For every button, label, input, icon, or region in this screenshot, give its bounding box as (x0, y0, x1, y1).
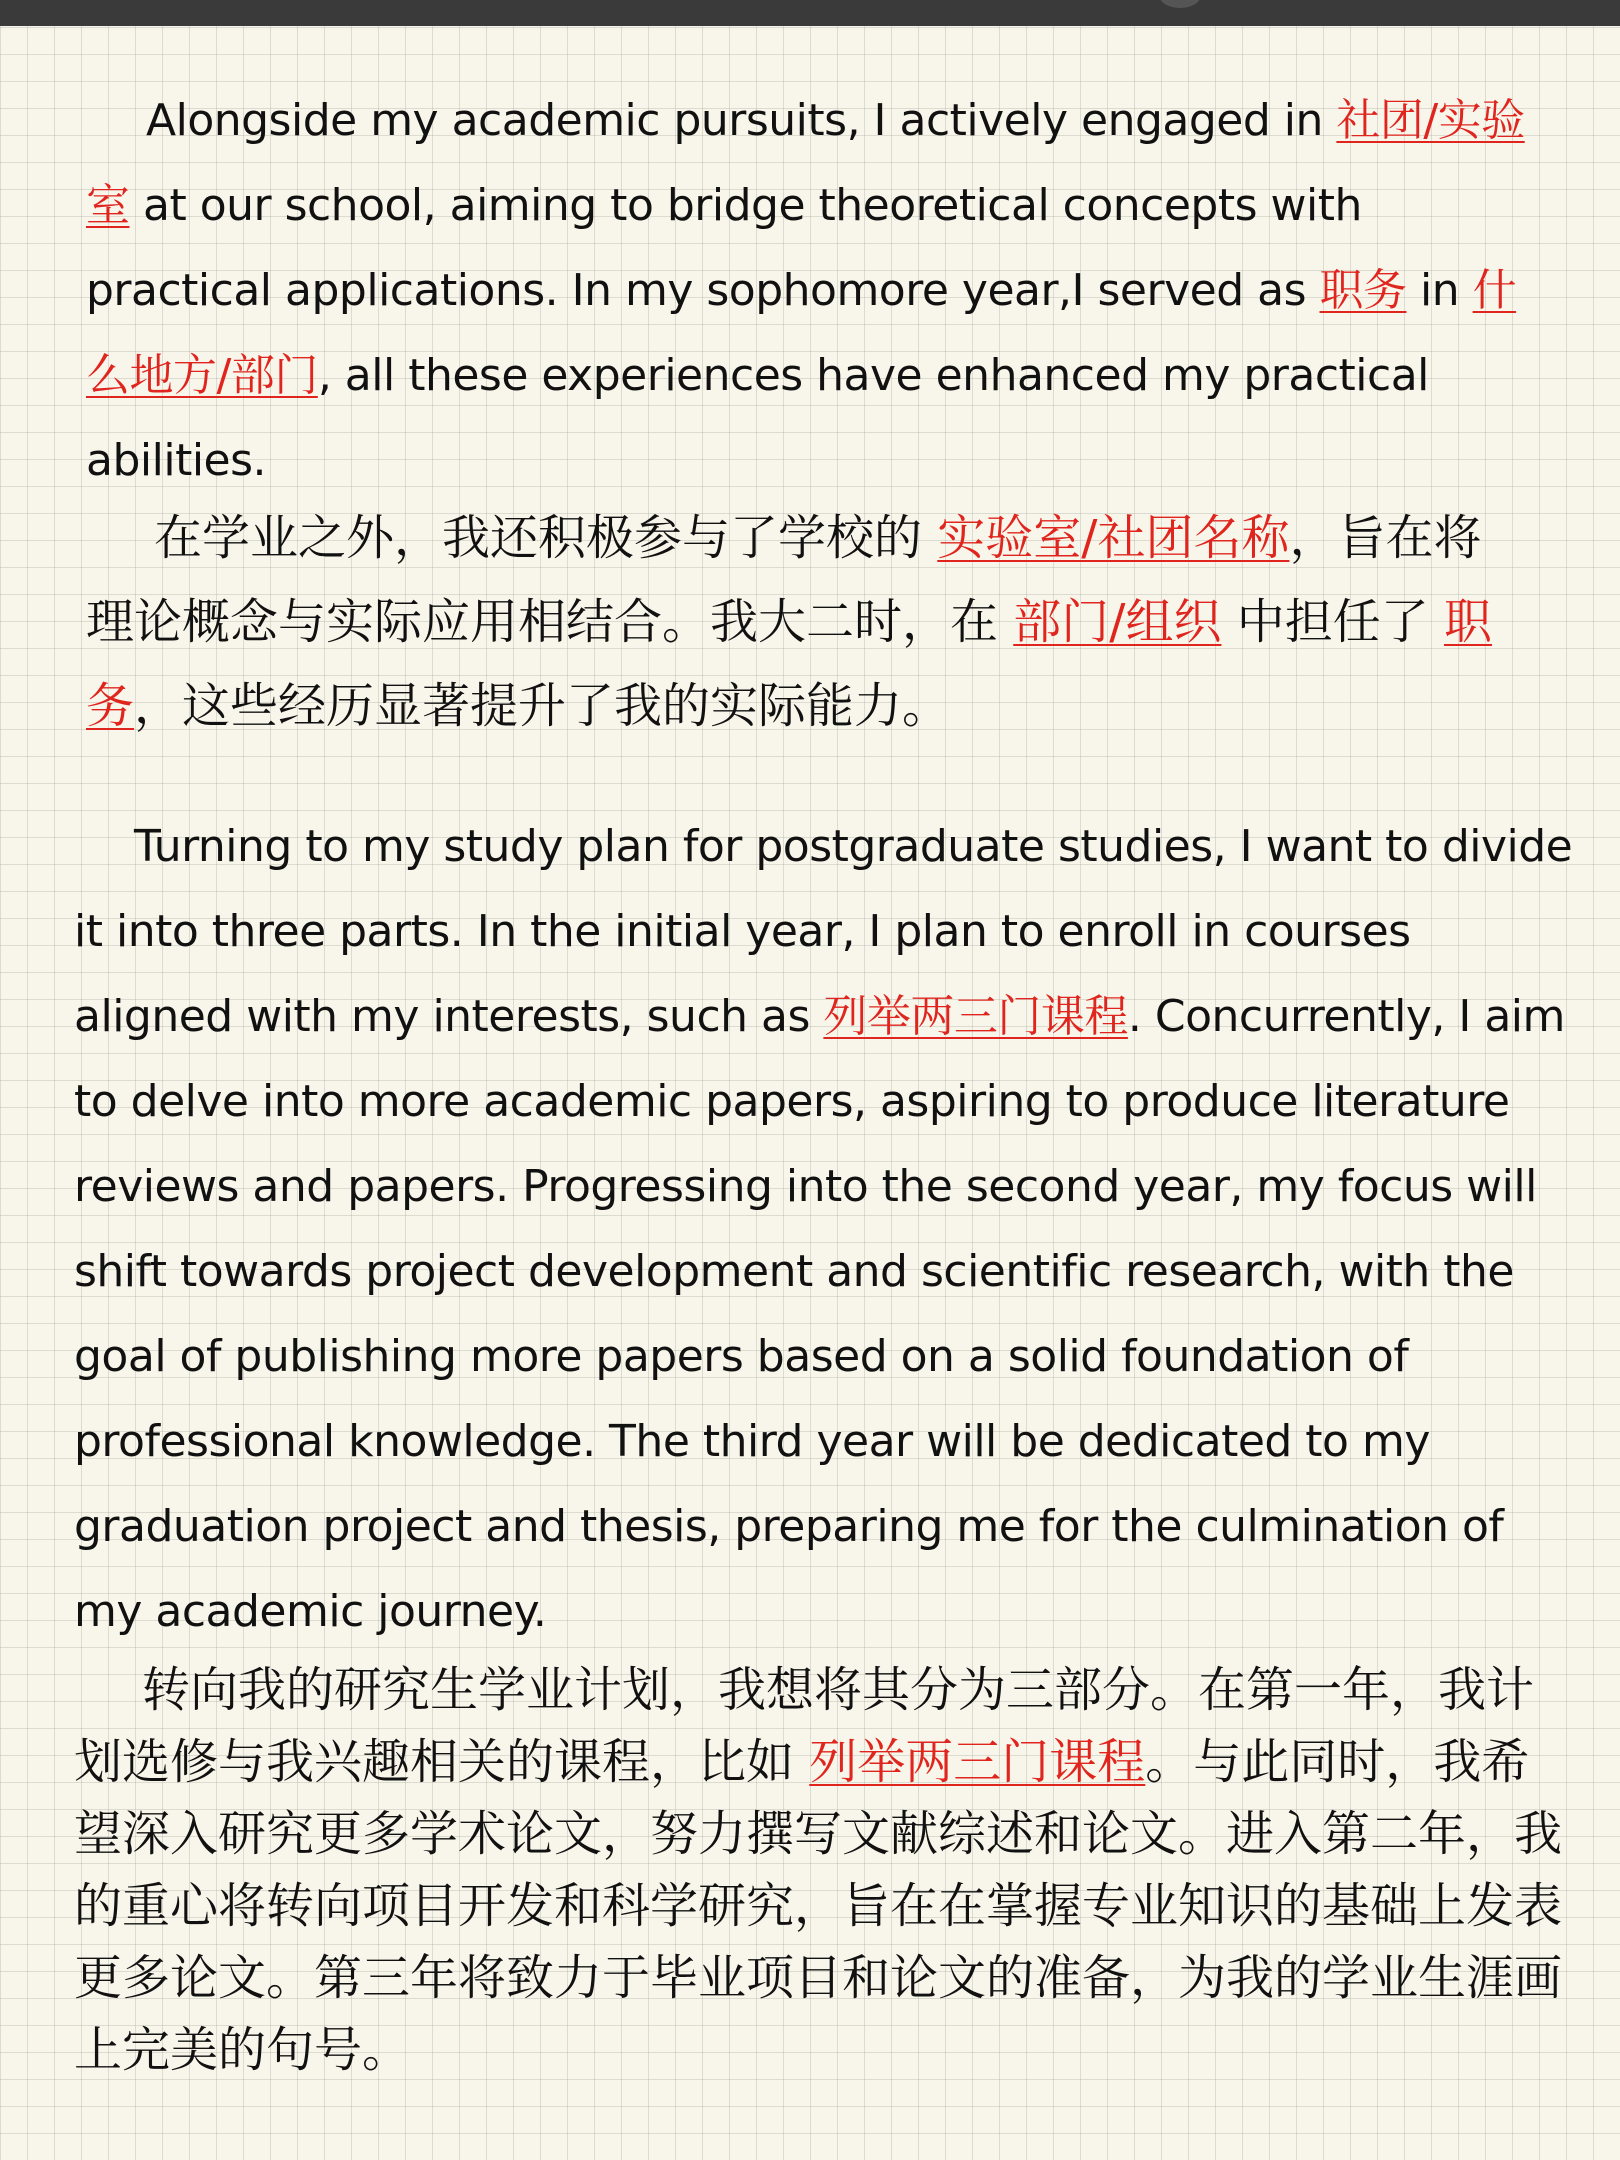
paragraph-english-activities (86, 78, 1526, 503)
text-segment: . Concurrently, I aim to delve into more academic papers, aspiring to produce literature reviews and papers. Progressing into the second year, my focus will shift towards project development and scientific research, with the goal of publishing more papers based on a solid foundation of professional knowledge. The third year will be dedicated to my graduation project and thesis, preparing me for the culmination of my academic journey. (74, 991, 1565, 1637)
placeholder-club-lab: 社团/实验室 (86, 95, 1525, 231)
top-bar-handle (1160, 0, 1200, 8)
text-segment: 。与此同时，我希望深入研究更多学术论文，努力撰写文献综述和论文。进入第二年，我的重心将转向项目开发和科学研究，旨在在掌握专业知识的基础上发表更多论文。第三年将致力于毕业项目和论文的准备，为我的学业生涯画上完美的句号。 (74, 1734, 1563, 2078)
window-top-bar (0, 0, 1620, 26)
text-segment: at our school, aiming to bridge theoretical concepts with practical applications. In my sophomore year,I served as (86, 180, 1362, 316)
text-segment: , all these experiences have enhanced my practical abilities. (86, 350, 1429, 486)
placeholder-department: 什么地方/部门 (86, 265, 1517, 401)
placeholder-department-organization: 部门/组织 (1013, 594, 1222, 650)
text-segment: 中担任了 (1221, 594, 1444, 650)
placeholder-position: 职务 (1319, 265, 1407, 316)
placeholder-courses: 列举两三门课程 (823, 991, 1128, 1042)
placeholder-lab-club-name: 实验室/社团名称 (937, 510, 1290, 566)
paragraph-chinese-study-plan (74, 1654, 1564, 2086)
placeholder-courses: 列举两三门课程 (809, 1734, 1146, 1790)
text-segment: 转向我的研究生学业计划，我想将其分为三部分。在第一年，我计划选修与我兴趣相关的课程，比如 (74, 1662, 1535, 1790)
paragraph-chinese-activities (86, 496, 1526, 748)
text-segment: in (1406, 265, 1473, 316)
paragraph-english-study-plan (74, 804, 1574, 1654)
placeholder-position: 职务 (86, 594, 1492, 734)
text-segment: Alongside my academic pursuits, I actively engaged in (146, 95, 1337, 146)
text-segment: Turning to my study plan for postgraduate studies, I want to divide it into three parts. In the initial year, I plan to enroll in courses aligned with my interests, such as (74, 821, 1573, 1042)
text-segment: ，这些经历显著提升了我的实际能力。 (134, 678, 951, 734)
text-segment: 在学业之外，我还积极参与了学校的 (154, 510, 938, 566)
text-segment: ，旨在将理论概念与实际应用相结合。我大二时，在 (86, 510, 1482, 650)
